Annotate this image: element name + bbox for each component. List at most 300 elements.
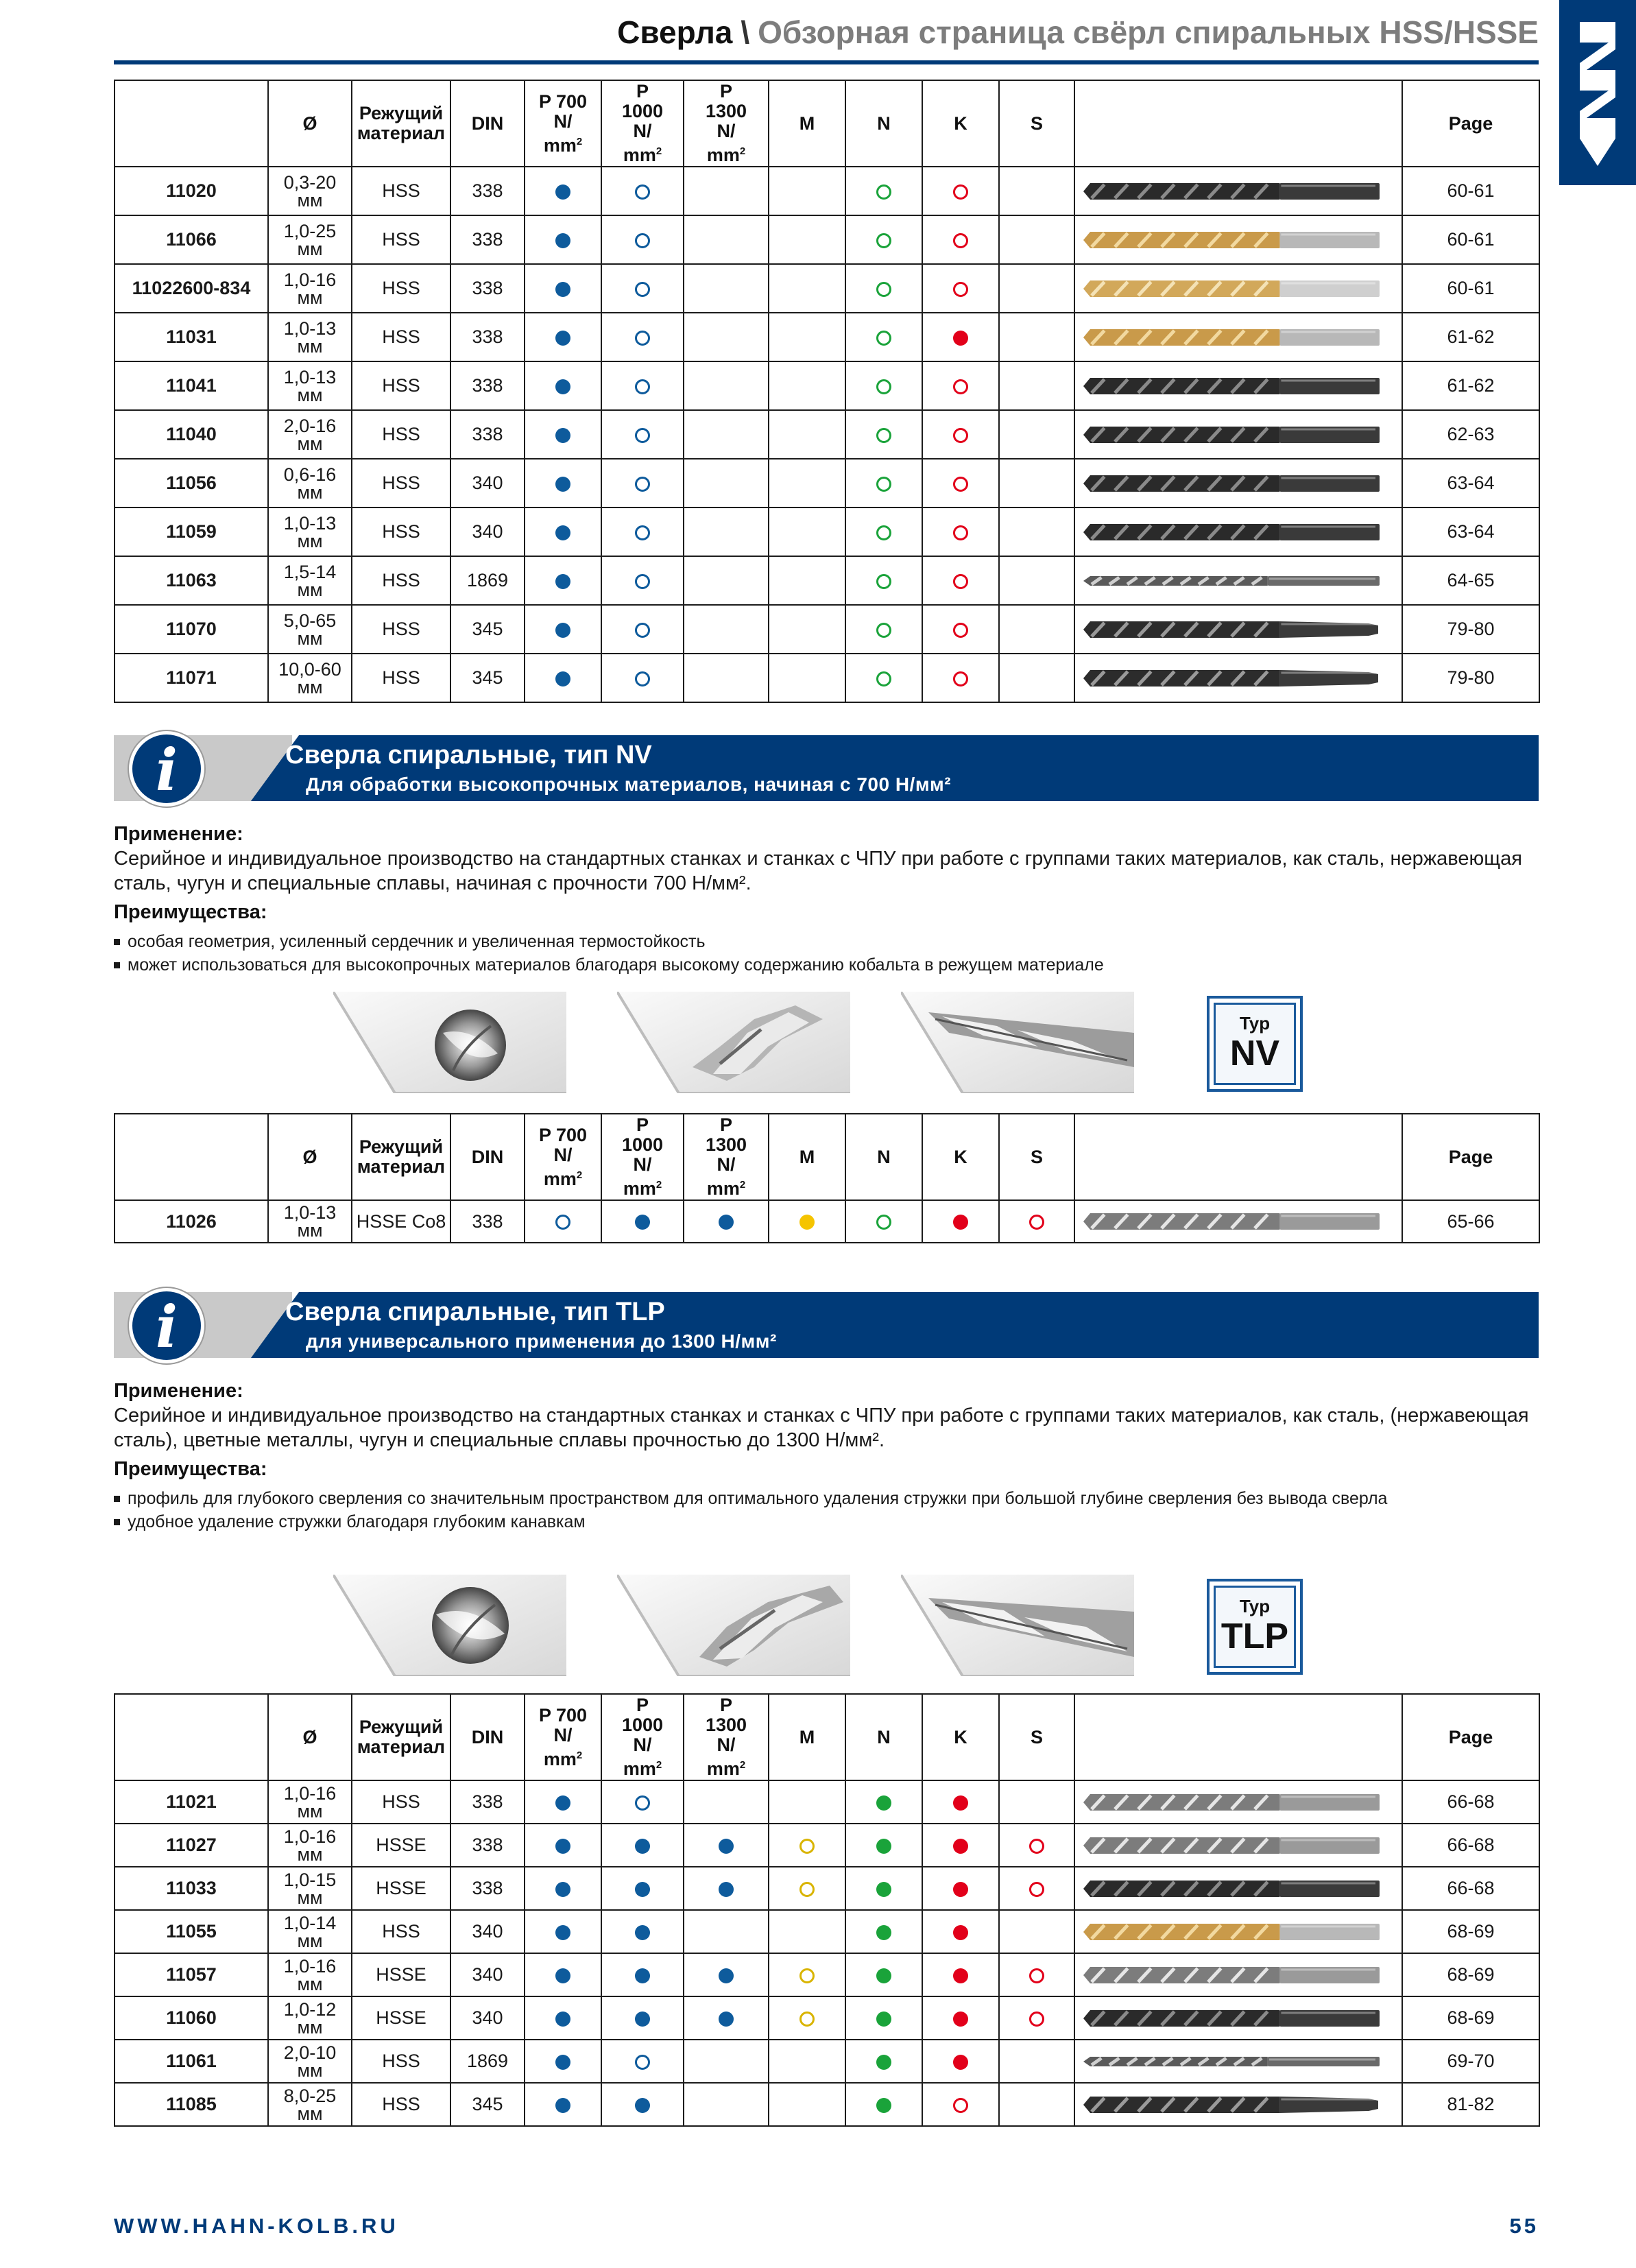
catalog-page[interactable]: 66-68 [1402,1824,1539,1867]
suitability-p700 [525,2040,601,2083]
drill-photo [1081,518,1382,546]
suitability-n [845,508,922,556]
suitability-p1000 [601,264,684,313]
diameter-unit: мм [297,1220,323,1241]
suitability-p1300 [684,167,769,215]
suitability-s [999,2083,1074,2126]
outline-blue-dot-icon [635,1795,650,1811]
suitability-n [845,2083,922,2126]
outline-blue-dot-icon [635,428,650,443]
cutting-material: HSS [352,556,450,605]
cutting-material: HSSE [352,1867,450,1910]
filled-blue-dot-icon [555,184,570,200]
col-k: K [922,80,999,167]
col-image [1074,1114,1402,1200]
article-number[interactable]: 11027 [115,1824,268,1867]
suitability-p1000 [601,654,684,702]
catalog-page[interactable]: 69-70 [1402,2040,1539,2083]
drill-photo [1081,178,1382,205]
col-din: DIN [450,1694,525,1780]
title-sub: Обзорная страница свёрл спиральных HSS/HSSE [758,14,1539,50]
cutting-material: HSS [352,654,450,702]
suitability-s [999,1910,1074,1953]
suitability-s [999,1867,1074,1910]
suitability-n [845,1200,922,1243]
table-row [115,556,1539,605]
diameter-value: 1,5-14 [283,561,337,582]
diameter-unit: мм [297,2103,323,2124]
din-standard: 338 [450,1200,525,1243]
suitability-p1000 [601,1996,684,2040]
outline-green-dot-icon [876,428,891,443]
diameter-range [268,508,352,556]
suitability-k [922,1953,999,1996]
suitability-k [922,264,999,313]
suitability-s [999,215,1074,264]
suitability-m [769,1910,845,1953]
outline-blue-dot-icon [635,331,650,346]
article-number[interactable]: 11056 [115,459,268,508]
list-item: особая геометрия, усиленный сердечник и увеличенная термостойкость [114,930,1539,953]
outline-blue-dot-icon [635,525,650,540]
suitability-p700 [525,313,601,361]
catalog-page[interactable]: 66-68 [1402,1780,1539,1824]
suitability-m [769,508,845,556]
catalog-page[interactable]: 68-69 [1402,1996,1539,2040]
col-page: Page [1402,80,1539,167]
diameter-range [268,313,352,361]
suitability-p1300 [684,215,769,264]
banner-subtitle: для универсального применения до 1300 Н/мм² [306,1330,777,1352]
din-standard: 338 [450,167,525,215]
suitability-n [845,459,922,508]
article-number[interactable]: 11070 [115,605,268,654]
article-number[interactable]: 11040 [115,410,268,459]
drill-photo [1081,1832,1382,1859]
filled-blue-dot-icon [719,1215,734,1230]
drill-photo [1081,226,1382,254]
filled-blue-dot-icon [555,379,570,394]
drill-icon [1573,22,1622,166]
diameter-range [268,2083,352,2126]
cutting-material: HSS [352,605,450,654]
suitability-p1300 [684,410,769,459]
table-row [115,605,1539,654]
diameter-value: 1,0-25 [283,220,337,241]
diameter-unit: мм [297,2060,323,2081]
suitability-p1300 [684,556,769,605]
catalog-page[interactable]: 63-64 [1402,459,1539,508]
diameter-range [268,2040,352,2083]
catalog-page[interactable]: 68-69 [1402,1910,1539,1953]
filled-green-dot-icon [876,2012,891,2027]
footer-url[interactable]: WWW.HAHN-KOLB.RU [114,2214,399,2238]
suitability-n [845,264,922,313]
suitability-p700 [525,264,601,313]
col-material: Режущий материал [352,1114,450,1200]
filled-blue-dot-icon [555,1968,570,1983]
suitability-p1000 [601,556,684,605]
filled-blue-dot-icon [635,2098,650,2113]
application-text: Серийное и индивидуальное производство на стандартных станках и станках с ЧПУ при работе с группами таких материалов, как сталь, нержавеющая сталь, чугун и специальные сплавы, начиная с прочности 700 Н/мм². [114,848,1522,894]
drill-photo [1081,665,1382,692]
suitability-k [922,556,999,605]
catalog-page[interactable]: 60-61 [1402,264,1539,313]
suitability-k [922,215,999,264]
cutting-material: HSS [352,2040,450,2083]
table-row [115,1953,1539,1996]
outline-yellow-dot-icon [799,1882,815,1897]
filled-red-dot-icon [953,1215,968,1230]
list-item: профиль для глубокого сверления со значительным пространством для оптимального удаления стружки при большой глубине сверления без вывода сверла [114,1487,1506,1510]
article-number[interactable]: 11059 [115,508,268,556]
filled-red-dot-icon [953,331,968,346]
outline-red-dot-icon [953,428,968,443]
diameter-value: 1,0-13 [283,1202,337,1223]
suitability-s [999,459,1074,508]
col-p700: P 700 N/ $mm^2$ [525,1114,601,1200]
filled-blue-dot-icon [555,1925,570,1940]
suitability-p1300 [684,605,769,654]
filled-red-dot-icon [953,1882,968,1897]
cutting-material: HSS [352,264,450,313]
filled-red-dot-icon [953,2012,968,2027]
outline-red-dot-icon [953,282,968,297]
suitability-k [922,361,999,410]
typ-label: Typ [1239,1013,1271,1034]
suitability-s [999,556,1074,605]
info-banner-tlp [114,1292,1539,1361]
table-row [115,2040,1539,2083]
filled-blue-dot-icon [555,331,570,346]
drill-image-cell [1074,167,1402,215]
diameter-range [268,410,352,459]
diameter-unit: мм [297,238,323,259]
cutting-material: HSS [352,508,450,556]
suitability-p1000 [601,361,684,410]
diameter-range [268,654,352,702]
din-standard: 345 [450,654,525,702]
diameter-range [268,1200,352,1243]
article-number[interactable]: 11057 [115,1953,268,1996]
suitability-n [845,1910,922,1953]
diameter-range [268,1824,352,1867]
col-article [115,1114,268,1200]
diameter-value: 1,0-16 [283,1955,337,1977]
outline-red-dot-icon [1029,1882,1044,1897]
table-row [115,1867,1539,1910]
outline-blue-dot-icon [635,233,650,248]
article-number[interactable]: 11026 [115,1200,268,1243]
filled-blue-dot-icon [555,574,570,589]
drill-photo [1081,421,1382,449]
diameter-unit: мм [297,1973,323,1994]
list-item: может использоваться для высокопрочных материалов благодаря высокому содержанию кобальта в режущем материале [114,953,1539,977]
drill-side-image [617,992,858,1093]
suitability-s [999,1824,1074,1867]
outline-yellow-dot-icon [799,1968,815,1983]
suitability-m [769,313,845,361]
cutting-material: HSSE [352,1824,450,1867]
banner-subtitle: Для обработки высокопрочных материалов, начиная с 700 Н/мм² [306,774,952,795]
col-din: DIN [450,1114,525,1200]
outline-yellow-dot-icon [799,1839,815,1854]
col-s: S [999,1694,1074,1780]
title-main: Сверла [617,14,733,50]
table-row [115,1780,1539,1824]
suitability-k [922,410,999,459]
filled-red-dot-icon [953,1925,968,1940]
filled-blue-dot-icon [635,1215,650,1230]
drill-photo [1081,2005,1382,2032]
catalog-page[interactable]: 65-66 [1402,1200,1539,1243]
suitability-p1300 [684,361,769,410]
catalog-page[interactable]: 61-62 [1402,313,1539,361]
suitability-n [845,1953,922,1996]
drill-photo [1081,2091,1382,2118]
filled-green-dot-icon [876,1882,891,1897]
diameter-unit: мм [297,384,323,405]
suitability-k [922,2040,999,2083]
catalog-page[interactable]: 68-69 [1402,1953,1539,1996]
suitability-p700 [525,1910,601,1953]
table-header-row [115,1114,1539,1200]
article-number[interactable]: 11061 [115,2040,268,2083]
catalog-page[interactable]: 66-68 [1402,1867,1539,1910]
table-row [115,1996,1539,2040]
suitability-n [845,1867,922,1910]
catalog-page[interactable]: 61-62 [1402,361,1539,410]
col-article [115,1694,268,1780]
suitability-n [845,167,922,215]
col-n: N [845,1114,922,1200]
catalog-page[interactable]: 64-65 [1402,556,1539,605]
catalog-page[interactable]: 60-61 [1402,167,1539,215]
outline-blue-dot-icon [635,671,650,687]
suitability-k [922,1910,999,1953]
diameter-range [268,605,352,654]
suitability-p1300 [684,313,769,361]
col-m: M [769,1114,845,1200]
article-number[interactable]: 11060 [115,1996,268,2040]
diameter-range [268,215,352,264]
suitability-p700 [525,556,601,605]
info-icon: i [129,731,204,807]
article-number[interactable]: 11020 [115,167,268,215]
table-row [115,508,1539,556]
cutting-material: HSSE [352,1953,450,1996]
col-p1300: P 1300 N/ $mm^2$ [684,1114,769,1200]
article-number[interactable]: 11022600-834 [115,264,268,313]
suitability-p1000 [601,313,684,361]
typ-label: Typ [1239,1596,1271,1616]
outline-green-dot-icon [876,671,891,687]
filled-blue-dot-icon [635,1925,650,1940]
filled-red-dot-icon [953,1839,968,1854]
din-standard: 338 [450,410,525,459]
drill-image-cell [1074,313,1402,361]
drill-image-cell [1074,1867,1402,1910]
catalog-page[interactable]: 62-63 [1402,410,1539,459]
outline-blue-dot-icon [635,623,650,638]
suitability-k [922,459,999,508]
drill-image-cell [1074,2083,1402,2126]
outline-red-dot-icon [953,671,968,687]
header-rule [114,60,1539,64]
col-image [1074,80,1402,167]
table-row [115,313,1539,361]
filled-blue-dot-icon [555,282,570,297]
cutting-material: HSS [352,1780,450,1824]
article-number[interactable]: 11063 [115,556,268,605]
cutting-material: HSSE [352,1996,450,2040]
catalog-page[interactable]: 63-64 [1402,508,1539,556]
filled-green-dot-icon [876,2098,891,2113]
article-number[interactable]: 11041 [115,361,268,410]
outline-yellow-dot-icon [799,2012,815,2027]
article-number[interactable]: 11085 [115,2083,268,2126]
filled-blue-dot-icon [719,1968,734,1983]
outline-red-dot-icon [953,525,968,540]
article-number[interactable]: 11066 [115,215,268,264]
din-standard: 338 [450,1780,525,1824]
catalog-page[interactable]: 79-80 [1402,654,1539,702]
col-p1300: P 1300 N/ $mm^2$ [684,1694,769,1780]
drill-image-cell [1074,361,1402,410]
suitability-p1000 [601,2040,684,2083]
article-number[interactable]: 11021 [115,1780,268,1824]
suitability-k [922,1867,999,1910]
outline-green-dot-icon [876,184,891,200]
diameter-unit: мм [297,481,323,503]
table-row [115,361,1539,410]
list-item: удобное удаление стружки благодаря глубоким канавкам [114,1510,1506,1533]
banner-title: Сверла спиральные, тип TLP [285,1298,665,1326]
suitability-p1300 [684,1200,769,1243]
suitability-k [922,2083,999,2126]
din-standard: 338 [450,361,525,410]
suitability-p700 [525,1996,601,2040]
suitability-k [922,1780,999,1824]
diameter-unit: мм [297,189,323,211]
drill-side-image [617,1575,858,1676]
typ-value: NV [1229,1034,1280,1073]
outline-red-dot-icon [953,574,968,589]
outline-green-dot-icon [876,379,891,394]
article-number[interactable]: 11033 [115,1867,268,1910]
suitability-n [845,654,922,702]
din-standard: 338 [450,215,525,264]
suitability-n [845,313,922,361]
diameter-range [268,264,352,313]
diameter-value: 8,0-25 [283,2085,337,2106]
catalog-page[interactable]: 60-61 [1402,215,1539,264]
outline-blue-dot-icon [635,574,650,589]
suitability-p700 [525,1867,601,1910]
drill-flute-image [901,1575,1142,1676]
table-row [115,410,1539,459]
outline-red-dot-icon [953,233,968,248]
suitability-p1000 [601,215,684,264]
drill-image-cell [1074,264,1402,313]
diameter-unit: мм [297,676,323,697]
suitability-k [922,1200,999,1243]
article-number[interactable]: 11031 [115,313,268,361]
col-p1300: P 1300 N/ $mm^2$ [684,80,769,167]
filled-blue-dot-icon [555,2098,570,2113]
suitability-n [845,2040,922,2083]
outline-blue-dot-icon [635,477,650,492]
application-label: Применение: [114,823,243,845]
suitability-p1000 [601,605,684,654]
filled-blue-dot-icon [555,2055,570,2070]
filled-blue-dot-icon [555,1882,570,1897]
filled-blue-dot-icon [555,1839,570,1854]
suitability-k [922,508,999,556]
suitability-p700 [525,361,601,410]
suitability-s [999,1200,1074,1243]
din-standard: 340 [450,459,525,508]
suitability-m [769,167,845,215]
catalog-page[interactable]: 79-80 [1402,605,1539,654]
suitability-p1300 [684,654,769,702]
drill-photo [1081,616,1382,643]
din-standard: 1869 [450,556,525,605]
application-label: Применение: [114,1380,243,1402]
diameter-unit: мм [297,433,323,454]
col-p1000: P 1000 N/ $mm^2$ [601,80,684,167]
outline-green-dot-icon [876,282,891,297]
suitability-p1300 [684,1953,769,1996]
suitability-m [769,264,845,313]
info-icon: i [129,1288,204,1363]
table-row [115,264,1539,313]
drill-image-cell [1074,2040,1402,2083]
suitability-m [769,1824,845,1867]
drill-flute-image [901,992,1142,1093]
col-diameter: Ø [268,1694,352,1780]
col-p700: P 700 N/ $mm^2$ [525,1694,601,1780]
article-number[interactable]: 11055 [115,1910,268,1953]
suitability-n [845,215,922,264]
article-number[interactable]: 11071 [115,654,268,702]
suitability-m [769,410,845,459]
advantages-label: Преимущества: [114,901,267,923]
filled-green-dot-icon [876,1795,891,1811]
drill-image-cell [1074,508,1402,556]
suitability-p1000 [601,1867,684,1910]
drill-photo [1081,1789,1382,1816]
drill-image-cell [1074,459,1402,508]
drill-image-cell [1074,556,1402,605]
col-diameter: Ø [268,1114,352,1200]
filled-green-dot-icon [876,1968,891,1983]
table-header-row [115,1694,1539,1780]
filled-blue-dot-icon [555,477,570,492]
suitability-n [845,1824,922,1867]
col-m: M [769,80,845,167]
din-standard: 345 [450,2083,525,2126]
catalog-page[interactable]: 81-82 [1402,2083,1539,2126]
outline-blue-dot-icon [635,2055,650,2070]
suitability-p1000 [601,1200,684,1243]
diameter-unit: мм [297,1800,323,1822]
drill-tip-image [333,992,575,1093]
filled-yellow-dot-icon [799,1215,815,1230]
drill-image-cell [1074,1953,1402,1996]
drill-photo [1081,372,1382,400]
drill-image-cell [1074,605,1402,654]
